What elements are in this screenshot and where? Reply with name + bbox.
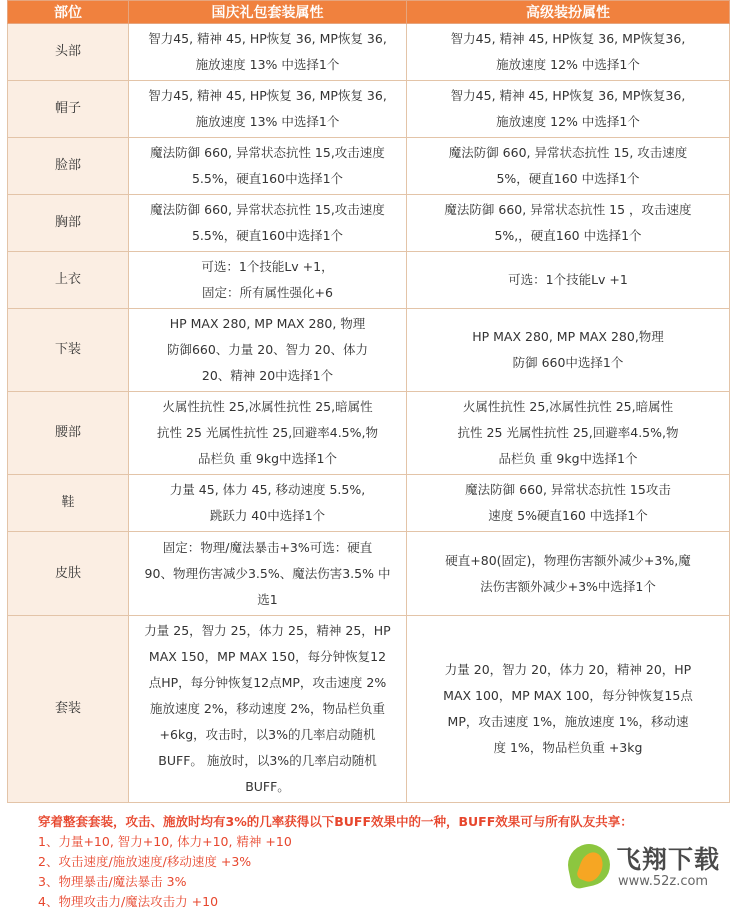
header-part: 部位 (8, 1, 129, 24)
cell-line: 施放速度 13% 中选择1个 (195, 114, 340, 129)
cell-line: 跳跃力 40中选择1个 (209, 508, 326, 523)
table-row (8, 616, 730, 803)
cell-line: HP MAX 280, MP MAX 280,物理 (472, 329, 664, 344)
part-cell: 上衣 (8, 252, 129, 309)
cell-line: 20、精神 20中选择1个 (201, 368, 334, 383)
national-set-cell (129, 24, 407, 81)
cell-line: +6kg，攻击时，以3%的几率启动随机 (159, 727, 376, 742)
cell-line: 点HP，每分钟恢复12点MP，攻击速度 2% (148, 675, 387, 690)
cell-line: 防御 660中选择1个 (512, 355, 624, 370)
cell-line: 可选：1个技能Lv +1 (508, 272, 628, 287)
part-cell: 下装 (8, 309, 129, 392)
cell-line: 品栏负 重 9kg中选择1个 (197, 451, 338, 466)
advanced-costume-cell (407, 616, 730, 803)
cell-line: MAX 150，MP MAX 150，每分钟恢复12 (148, 649, 387, 664)
cell-line: BUFF。 (245, 779, 290, 794)
header-advanced-costume: 高级装扮属性 (407, 1, 730, 24)
part-cell: 胸部 (8, 195, 129, 252)
cell-line: 90、物理伤害减少3.5%、魔法伤害3.5% 中 (144, 565, 391, 581)
cell-line: 力量 25，智力 25，体力 25，精神 25，HP (144, 623, 391, 638)
watermark-logo (562, 838, 732, 898)
national-set-cell (129, 392, 407, 475)
table-header-row (8, 1, 730, 24)
cell-line: 固定：所有属性强化+6 (202, 285, 333, 300)
table-row (8, 532, 730, 616)
cell-line: 力量 45, 体力 45, 移动速度 5.5%, (169, 482, 366, 497)
advanced-costume-cell (407, 195, 730, 252)
notes-item: 4、物理攻击力/魔法攻击力 +10 (38, 894, 219, 909)
cell-line: 魔法防御 660, 异常状态抗性 15,攻击速度 (150, 202, 385, 217)
cell-line: 度 1%，物品栏负重 +3kg (493, 740, 643, 755)
advanced-costume-cell (407, 532, 730, 616)
advanced-costume-cell (407, 24, 730, 81)
cell-line: BUFF。 施放时，以3%的几率启动随机 (158, 753, 377, 768)
table-row (8, 81, 730, 138)
cell-line: 施放速度 12% 中选择1个 (496, 114, 640, 129)
table-row (8, 252, 730, 309)
national-set-cell (129, 475, 407, 532)
table-row (8, 309, 730, 392)
advanced-costume-cell (407, 309, 730, 392)
advanced-costume-cell (407, 392, 730, 475)
national-set-cell (129, 616, 407, 803)
cell-line: 品栏负 重 9kg中选择1个 (498, 451, 638, 466)
cell-line: 魔法防御 660, 异常状态抗性 15攻击 (465, 482, 671, 497)
cell-line: 施放速度 12% 中选择1个 (496, 57, 640, 72)
advanced-costume-cell (407, 475, 730, 532)
national-set-cell (129, 81, 407, 138)
national-set-cell (129, 195, 407, 252)
cell-line: 智力45, 精神 45, HP恢复 36, MP恢复36, (450, 31, 686, 46)
cell-line: 可选：1个技能Lv +1， (201, 259, 334, 274)
cell-line: MAX 100，MP MAX 100，每分钟恢复15点 (443, 688, 693, 703)
cell-line: 智力45, 精神 45, HP恢复 36, MP恢复36, (450, 88, 686, 103)
cell-line: 速度 5%硬直160 中选择1个 (488, 508, 648, 523)
watermark-site: www.52z.com (618, 874, 709, 889)
cell-line: 固定：物理/魔法暴击+3%可选：硬直 (162, 539, 373, 555)
cell-line: 施放速度 13% 中选择1个 (195, 57, 340, 72)
cell-line: 抗性 25 光属性抗性 25,回避率4.5%,物 (457, 425, 679, 440)
cell-line: 抗性 25 光属性抗性 25,回避率4.5%,物 (157, 425, 378, 440)
cell-line: 魔法防御 660, 异常状态抗性 15 ，攻击速度 (444, 202, 692, 217)
part-cell: 帽子 (8, 81, 129, 138)
table-row (8, 475, 730, 532)
table-row (8, 138, 730, 195)
cell-line: 火属性抗性 25,冰属性抗性 25,暗属性 (162, 399, 373, 414)
cell-line: 防御660、力量 20、智力 20、体力 (166, 342, 369, 357)
cell-line: 智力45, 精神 45, HP恢复 36, MP恢复 36, (148, 88, 387, 103)
part-cell: 腰部 (8, 392, 129, 475)
part-cell: 头部 (8, 24, 129, 81)
cell-line: 5%，硬直160 中选择1个 (496, 171, 640, 186)
cell-line: 魔法防御 660, 异常状态抗性 15, 攻击速度 (448, 145, 688, 160)
table-row (8, 24, 730, 81)
part-cell: 套装 (8, 616, 129, 803)
cell-line: MP，攻击速度 1%，施放速度 1%，移动速 (447, 714, 689, 729)
advanced-costume-cell (407, 138, 730, 195)
part-cell: 脸部 (8, 138, 129, 195)
table-row (8, 195, 730, 252)
part-cell: 鞋 (8, 475, 129, 532)
cell-line: 选1 (257, 591, 278, 607)
cell-line: 力量 20，智力 20，体力 20，精神 20，HP (444, 662, 692, 677)
attribute-table (7, 0, 730, 803)
national-set-cell (129, 309, 407, 392)
national-set-cell (129, 532, 407, 616)
table-row (8, 392, 730, 475)
cell-line: 火属性抗性 25,冰属性抗性 25,暗属性 (462, 399, 674, 414)
cell-line: 硬直+80(固定)，物理伤害额外减少+3%,魔 (445, 552, 691, 568)
watermark-brand: 飞翔下载 (616, 845, 721, 874)
cell-line: 5%,，硬直160 中选择1个 (494, 228, 642, 243)
notes-heading: 穿着整套套装，攻击、施放时均有3%的几率获得以下BUFF效果中的一种，BUFF效果可与所有队友共享： (38, 814, 633, 829)
national-set-cell (129, 252, 407, 309)
cell-line: 法伤害额外减少+3%中选择1个 (480, 578, 656, 594)
cell-line: 智力45, 精神 45, HP恢复 36, MP恢复 36, (148, 31, 387, 46)
cell-line: 魔法防御 660, 异常状态抗性 15,攻击速度 (150, 145, 385, 160)
notes-item: 1、力量+10, 智力+10, 体力+10, 精神 +10 (38, 834, 292, 849)
notes-item: 2、攻击速度/施放速度/移动速度 +3% (38, 854, 252, 869)
advanced-costume-cell (407, 81, 730, 138)
header-national-day-set: 国庆礼包套装属性 (129, 1, 407, 24)
cell-line: 5.5%，硬直160中选择1个 (191, 228, 344, 243)
cell-line: 施放速度 2%，移动速度 2%，物品栏负重 (149, 701, 386, 716)
notes-item: 3、物理暴击/魔法暴击 3% (38, 874, 187, 889)
cell-line: 5.5%，硬直160中选择1个 (191, 171, 344, 186)
advanced-costume-cell (407, 252, 730, 309)
cell-line: HP MAX 280, MP MAX 280, 物理 (169, 316, 366, 331)
part-cell: 皮肤 (8, 532, 129, 616)
national-set-cell (129, 138, 407, 195)
